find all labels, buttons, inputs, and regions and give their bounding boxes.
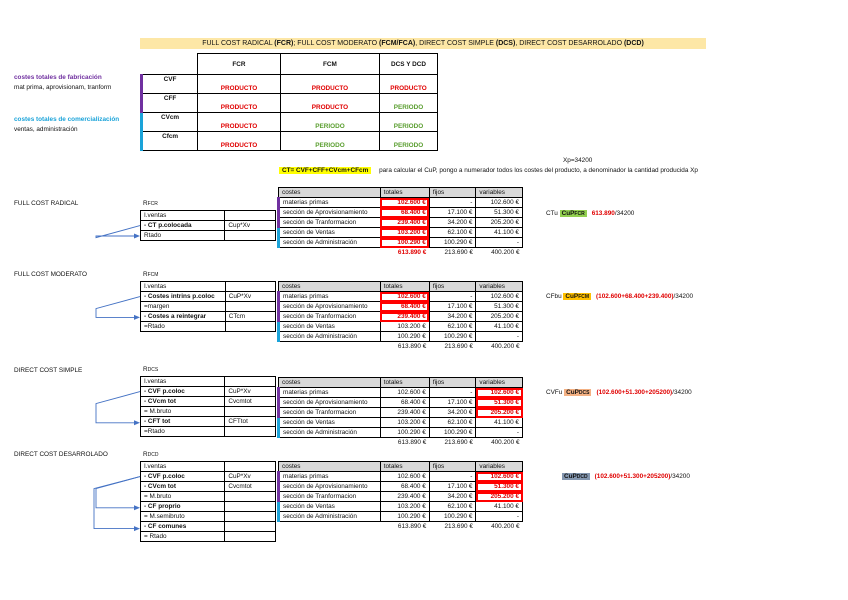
statement-line: - Costes a reintegrar [141, 312, 226, 322]
cost-total-tot: 613.890 € [397, 523, 427, 530]
statement-line: - CF proprio [141, 502, 225, 512]
cost-cell-var: - [476, 332, 523, 342]
matrix-header: FCR [198, 54, 281, 75]
cost-cell-tot: 68.400 € [380, 208, 429, 218]
statement-line: = Rtado [141, 532, 225, 542]
statement-note: CFTtot [225, 417, 276, 427]
cost-cell-var: 205.200 € [476, 218, 523, 228]
matrix-row-label: Cfcm [142, 132, 198, 151]
matrix-row-label: CVcm [142, 113, 198, 132]
cost-cell-fij: - [429, 388, 476, 398]
statement-note: Cvcmtot [225, 482, 276, 492]
cost-cell-var: 51.300 € [476, 398, 523, 408]
statement-line: - CT p.colocada [141, 221, 225, 231]
cost-cell-fij: 62.100 € [429, 502, 476, 512]
cost-row-name: sección de Administración [279, 238, 381, 248]
cost-total-var: 400.200 € [491, 249, 520, 256]
matrix-header: DCS Y DCD [380, 54, 438, 75]
cost-cell-fij: 100.290 € [429, 512, 476, 522]
cost-cell-fij: 100.290 € [429, 238, 476, 248]
statement-line: I.ventas [141, 211, 225, 221]
page-banner: FULL COST RADICAL (FCR); FULL COST MODERATO (FCM/FCA), DIRECT COST SIMPLE (DCS), DIRECT COST DESARROLADO (DCD) [140, 38, 706, 49]
cost-table-header: costes [279, 462, 381, 472]
cost-table-header: totales [380, 378, 429, 388]
cost-row-name: sección de Tranformacion [279, 492, 381, 502]
cost-row-name: sección de Tranformacion [279, 218, 381, 228]
cost-table-header: totales [380, 462, 429, 472]
cost-cell-fij: - [429, 198, 476, 208]
matrix-cell: PERIODO [280, 113, 379, 132]
statement-line: = M.semibruto [141, 512, 225, 522]
statement-line: - CF comunes [141, 522, 225, 532]
cost-cell-var: 51.300 € [476, 208, 523, 218]
cost-cell-tot: 102.600 € [380, 198, 429, 208]
xp-label: Xp=34200 [563, 157, 593, 164]
dcd-result-name: RDCD [143, 451, 159, 458]
cost-cell-fij: 100.290 € [429, 428, 476, 438]
cost-table-header: variables [476, 188, 523, 198]
cost-cell-var: 205.200 € [476, 312, 523, 322]
cost-row-name: sección de Aprovisionamiento [279, 208, 381, 218]
cost-cell-tot: 68.400 € [380, 482, 429, 492]
legend-com-sub: ventas, administración [14, 126, 78, 133]
formula-highlight: 613.890 [591, 210, 615, 217]
cost-row-name: sección de Ventas [279, 228, 381, 238]
statement-line: I.ventas [141, 282, 226, 292]
statement-note: Cup*Xv [225, 221, 276, 231]
cost-total-tot: 613.890 € [397, 249, 427, 256]
fcm-title: FULL COST MODERATO [14, 271, 87, 278]
cost-cell-fij: 34.200 € [429, 408, 476, 418]
matrix-header: FCM [280, 54, 379, 75]
matrix-cell: PRODUCTO [380, 75, 438, 94]
fcr-result-name: RFCR [143, 200, 158, 207]
dcs-result-name: RDCS [143, 366, 159, 373]
cost-table-header: fijos [429, 378, 476, 388]
cup-tag: CuPFCM [565, 293, 590, 300]
statement-line: I.ventas [141, 377, 225, 387]
cup-tag: CuPFCR [561, 210, 585, 217]
statement-note: CuP*Xv [225, 292, 275, 302]
cost-cell-fij: 17.100 € [429, 302, 476, 312]
statement-line: - CVcm tot [141, 397, 225, 407]
cost-total-fij: 213.690 € [444, 439, 473, 446]
cost-cell-tot: 103.200 € [380, 228, 429, 238]
cost-cell-var: 205.200 € [476, 492, 523, 502]
cost-total-fij: 213.690 € [444, 523, 473, 530]
cost-cell-tot: 102.600 € [380, 388, 429, 398]
cost-total-var: 400.200 € [491, 523, 520, 530]
cost-cell-var: 102.600 € [476, 388, 523, 398]
cost-cell-tot: 239.400 € [380, 312, 429, 322]
cost-total-fij: 213.690 € [444, 343, 473, 350]
statement-line: =Rtado [141, 322, 226, 332]
cost-cell-var: - [476, 428, 523, 438]
cost-row-name: sección de Administración [279, 512, 381, 522]
cost-row-name: sección de Tranformacion [279, 312, 381, 322]
cost-cell-var: 102.600 € [476, 198, 523, 208]
cost-row-name: materias primas [279, 472, 381, 482]
cost-cell-fij: 62.100 € [429, 228, 476, 238]
statement-note: Cvcmtot [225, 397, 276, 407]
matrix-cell: PERIODO [380, 94, 438, 113]
cup-tag: CuPDCS [566, 389, 590, 396]
legend-fab-title: costes totales de fabricación [14, 74, 102, 81]
cost-row-name: materias primas [279, 388, 381, 398]
cost-cell-tot: 68.400 € [380, 398, 429, 408]
matrix-cell: PERIODO [380, 113, 438, 132]
matrix-cell: PRODUCTO [198, 132, 281, 151]
formula-highlight: (102.600+68.400+239.400) [596, 293, 674, 300]
ct-formula: CT= CVF+CFF+CVcm+CFcm [279, 167, 371, 174]
cost-cell-fij: 34.200 € [429, 218, 476, 228]
cost-cell-tot: 239.400 € [380, 492, 429, 502]
cup-tag: CuPDCD [564, 473, 588, 480]
cost-total-tot: 613.890 € [397, 439, 427, 446]
cost-cell-fij: 17.100 € [429, 208, 476, 218]
cost-row-name: sección de Tranformacion [279, 408, 381, 418]
cost-total-tot: 613.890 € [397, 343, 427, 350]
cost-cell-fij: 34.200 € [429, 492, 476, 502]
formula-divisor: /34200 [614, 210, 635, 217]
cost-cell-var: 102.600 € [476, 292, 523, 302]
fcm-result-name: RFCM [143, 271, 159, 278]
cost-cell-tot: 103.200 € [380, 418, 429, 428]
statement-line: - CFT tot [141, 417, 225, 427]
cost-table-header: variables [476, 282, 523, 292]
cost-total-var: 400.200 € [491, 343, 520, 350]
fcr-arrow-head [134, 234, 140, 239]
cost-cell-tot: 102.600 € [380, 472, 429, 482]
fcm-unit-cost-formula: CFbu CuPFCM (102.600+68.400+239.400)/34200 [546, 293, 694, 300]
dcd-arrow-head [134, 526, 140, 531]
cost-table-header: variables [476, 462, 523, 472]
formula-divisor: /34200 [672, 389, 692, 396]
cost-table-header: variables [476, 378, 523, 388]
cost-row-name: sección de Ventas [279, 322, 381, 332]
cost-row-name: sección de Ventas [279, 502, 381, 512]
cost-total-fij: 213.690 € [444, 249, 473, 256]
cost-table-header: fijos [429, 462, 476, 472]
fcm-flow-arrow [96, 297, 140, 318]
cost-row-name: sección de Ventas [279, 418, 381, 428]
cost-cell-tot: 100.290 € [380, 428, 429, 438]
cost-row-name: sección de Aprovisionamiento [279, 302, 381, 312]
statement-note: CuP*Xv [225, 472, 276, 482]
cost-table-header: costes [279, 188, 381, 198]
formula-highlight: (102.600+51.300+205200) [594, 473, 671, 480]
dcs-unit-cost-formula: CVFu CuPDCS (102.600+51.300+205200)/34200 [546, 389, 692, 396]
legend-fab-sub: mat prima, aprovisionam, tranform [14, 84, 112, 91]
cost-cell-fij: 62.100 € [429, 322, 476, 332]
statement-note: CTcm [225, 312, 275, 322]
cost-cell-var: - [476, 238, 523, 248]
dcs-title: DIRECT COST SIMPLE [14, 367, 83, 374]
fcm-arrow-head [134, 315, 140, 320]
statement-line: = M.bruto [141, 492, 225, 502]
cost-cell-tot: 239.400 € [380, 218, 429, 228]
cost-cell-fij: - [429, 472, 476, 482]
dcd-title: DIRECT COST DESARROLADO [14, 451, 108, 458]
statement-line: =Rtado [141, 427, 225, 437]
cost-cell-fij: - [429, 292, 476, 302]
dcs-flow-arrow [96, 392, 140, 423]
fcr-title: FULL COST RADICAL [14, 200, 79, 207]
cost-row-name: materias primas [279, 198, 381, 208]
cost-cell-fij: 17.100 € [429, 398, 476, 408]
matrix-cell: PRODUCTO [198, 94, 281, 113]
formula-divisor: /34200 [673, 293, 694, 300]
fcr-unit-cost-formula: CTu CuPFCR 613.890/34200 [546, 210, 635, 217]
cost-row-name: sección de Administración [279, 332, 381, 342]
cost-cell-tot: 68.400 € [380, 302, 429, 312]
cost-table-header: totales [380, 282, 429, 292]
statement-line: = M.bruto [141, 407, 225, 417]
statement-note: CuP*Xv [225, 387, 276, 397]
cost-row-name: sección de Administración [279, 428, 381, 438]
statement-line: - CVF p.coloc [141, 472, 225, 482]
dcd-arrow-head [134, 505, 140, 510]
ct-note: para calcular el CuP, pongo a numerador todos los costes del producto, a denominador la cantidad producida Xp [379, 167, 698, 174]
cost-table-header: totales [380, 188, 429, 198]
statement-line: - CVF p.coloc [141, 387, 225, 397]
cost-cell-tot: 239.400 € [380, 408, 429, 418]
formula-highlight: (102.600+51.300+205200) [596, 389, 673, 396]
matrix-cell: PERIODO [380, 132, 438, 151]
cost-total-var: 400.200 € [491, 439, 520, 446]
matrix-cell: PRODUCTO [280, 94, 379, 113]
cost-cell-var: 51.300 € [476, 302, 523, 312]
cost-cell-var: 41.100 € [476, 418, 523, 428]
statement-line: - Costes intrins p.coloc [141, 292, 226, 302]
cost-cell-var: - [476, 512, 523, 522]
statement-line: Rtado [141, 231, 225, 241]
matrix-cell: PRODUCTO [280, 75, 379, 94]
cost-cell-fij: 34.200 € [429, 312, 476, 322]
matrix-row-label: CFF [142, 94, 198, 113]
cost-table-header: costes [279, 282, 381, 292]
cost-cell-tot: 100.290 € [380, 238, 429, 248]
cost-cell-var: 41.100 € [476, 228, 523, 238]
matrix-cell: PRODUCTO [198, 113, 281, 132]
cost-table-header: costes [279, 378, 381, 388]
cost-cell-var: 41.100 € [476, 322, 523, 332]
fcr-flow-arrow [96, 226, 140, 238]
formula-divisor: /34200 [670, 473, 690, 480]
matrix-row-label: CVF [142, 75, 198, 94]
cost-table-header: fijos [429, 188, 476, 198]
matrix-cell: PERIODO [280, 132, 379, 151]
cost-cell-tot: 103.200 € [380, 322, 429, 332]
dcd-flow-arrow [96, 477, 140, 508]
cost-cell-var: 205.200 € [476, 408, 523, 418]
dcs-arrow-head [134, 420, 140, 425]
cost-cell-tot: 102.600 € [380, 292, 429, 302]
statement-line: =margen [141, 302, 226, 312]
cost-cell-tot: 103.200 € [380, 502, 429, 512]
cost-cell-var: 102.600 € [476, 472, 523, 482]
cost-row-name: materias primas [279, 292, 381, 302]
cost-cell-tot: 100.290 € [380, 512, 429, 522]
dcd-flow-arrow [94, 477, 140, 529]
cost-row-name: sección de Aprovisionamiento [279, 482, 381, 492]
cost-cell-tot: 100.290 € [380, 332, 429, 342]
cost-cell-fij: 17.100 € [429, 482, 476, 492]
statement-line: I.ventas [141, 462, 225, 472]
matrix-cell: PRODUCTO [198, 75, 281, 94]
cost-row-name: sección de Aprovisionamiento [279, 398, 381, 408]
statement-line: - CVcm tot [141, 482, 225, 492]
cost-table-header: fijos [429, 282, 476, 292]
cost-cell-var: 41.100 € [476, 502, 523, 512]
cost-cell-var: 51.300 € [476, 482, 523, 492]
legend-com-title: costes totales de comercialización [14, 116, 120, 123]
cost-cell-fij: 100.290 € [429, 332, 476, 342]
cost-cell-fij: 62.100 € [429, 418, 476, 428]
